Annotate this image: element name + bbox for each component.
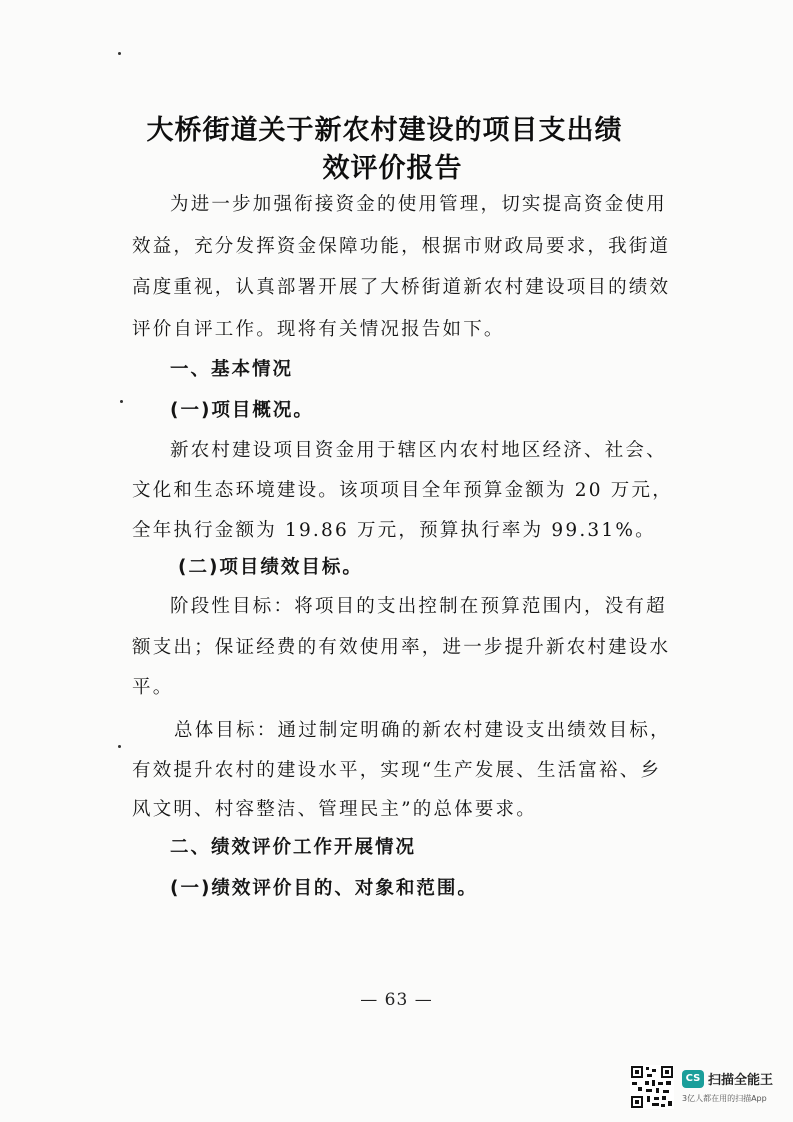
watermark-brand: 扫描全能王 bbox=[708, 1073, 774, 1088]
overview-line: 全年执行金额为 19.86 万元，预算执行率为 99.31%。 bbox=[132, 520, 656, 541]
document-title-line1: 大桥街道关于新农村建设的项目支出绩 bbox=[146, 115, 623, 146]
overview-line: 文化和生态环境建设。该项项目全年预算金额为 20 万元， bbox=[132, 480, 673, 501]
scan-speck bbox=[120, 400, 123, 403]
intro-line: 效益，充分发挥资金保障功能，根据市财政局要求，我街道 bbox=[132, 236, 671, 257]
intro-line: 评价自评工作。现将有关情况报告如下。 bbox=[132, 319, 505, 340]
overall-goal-line: 总体目标：通过制定明确的新农村建设支出绩效目标， bbox=[174, 720, 671, 741]
section-heading-basic: 一、基本情况 bbox=[170, 359, 294, 380]
stage-goal-line: 平。 bbox=[132, 677, 174, 698]
stage-goal-line: 阶段性目标：将项目的支出控制在预算范围内，没有超 bbox=[170, 596, 667, 617]
subheading-overview: (一)项目概况。 bbox=[170, 400, 314, 421]
intro-line: 高度重视，认真部署开展了大桥街道新农村建设项目的绩效 bbox=[132, 277, 671, 298]
overall-goal-line: 有效提升农村的建设水平，实现“生产发展、生活富裕、乡 bbox=[132, 760, 662, 781]
scan-speck bbox=[118, 52, 121, 55]
qr-code-icon bbox=[630, 1065, 674, 1109]
watermark-slogan: 3亿人都在用的扫描App bbox=[682, 1094, 767, 1103]
overview-line: 新农村建设项目资金用于辖区内农村地区经济、社会、 bbox=[170, 440, 667, 461]
scanner-watermark bbox=[630, 1065, 785, 1113]
subheading-purpose: (一)绩效评价目的、对象和范围。 bbox=[170, 878, 478, 899]
page-number: — 63 — bbox=[360, 990, 433, 1010]
scan-speck bbox=[118, 745, 121, 748]
overall-goal-line: 风文明、村容整洁、管理民主”的总体要求。 bbox=[132, 799, 537, 820]
intro-line: 为进一步加强衔接资金的使用管理，切实提高资金使用 bbox=[170, 194, 667, 215]
stage-goal-line: 额支出；保证经费的有效使用率，进一步提升新农村建设水 bbox=[132, 637, 671, 658]
section-heading-evaluation: 二、绩效评价工作开展情况 bbox=[170, 837, 417, 858]
document-title-line2: 效评价报告 bbox=[322, 153, 463, 184]
camscanner-logo-icon: CS bbox=[682, 1070, 704, 1088]
subheading-goals: (二)项目绩效目标。 bbox=[178, 557, 363, 578]
